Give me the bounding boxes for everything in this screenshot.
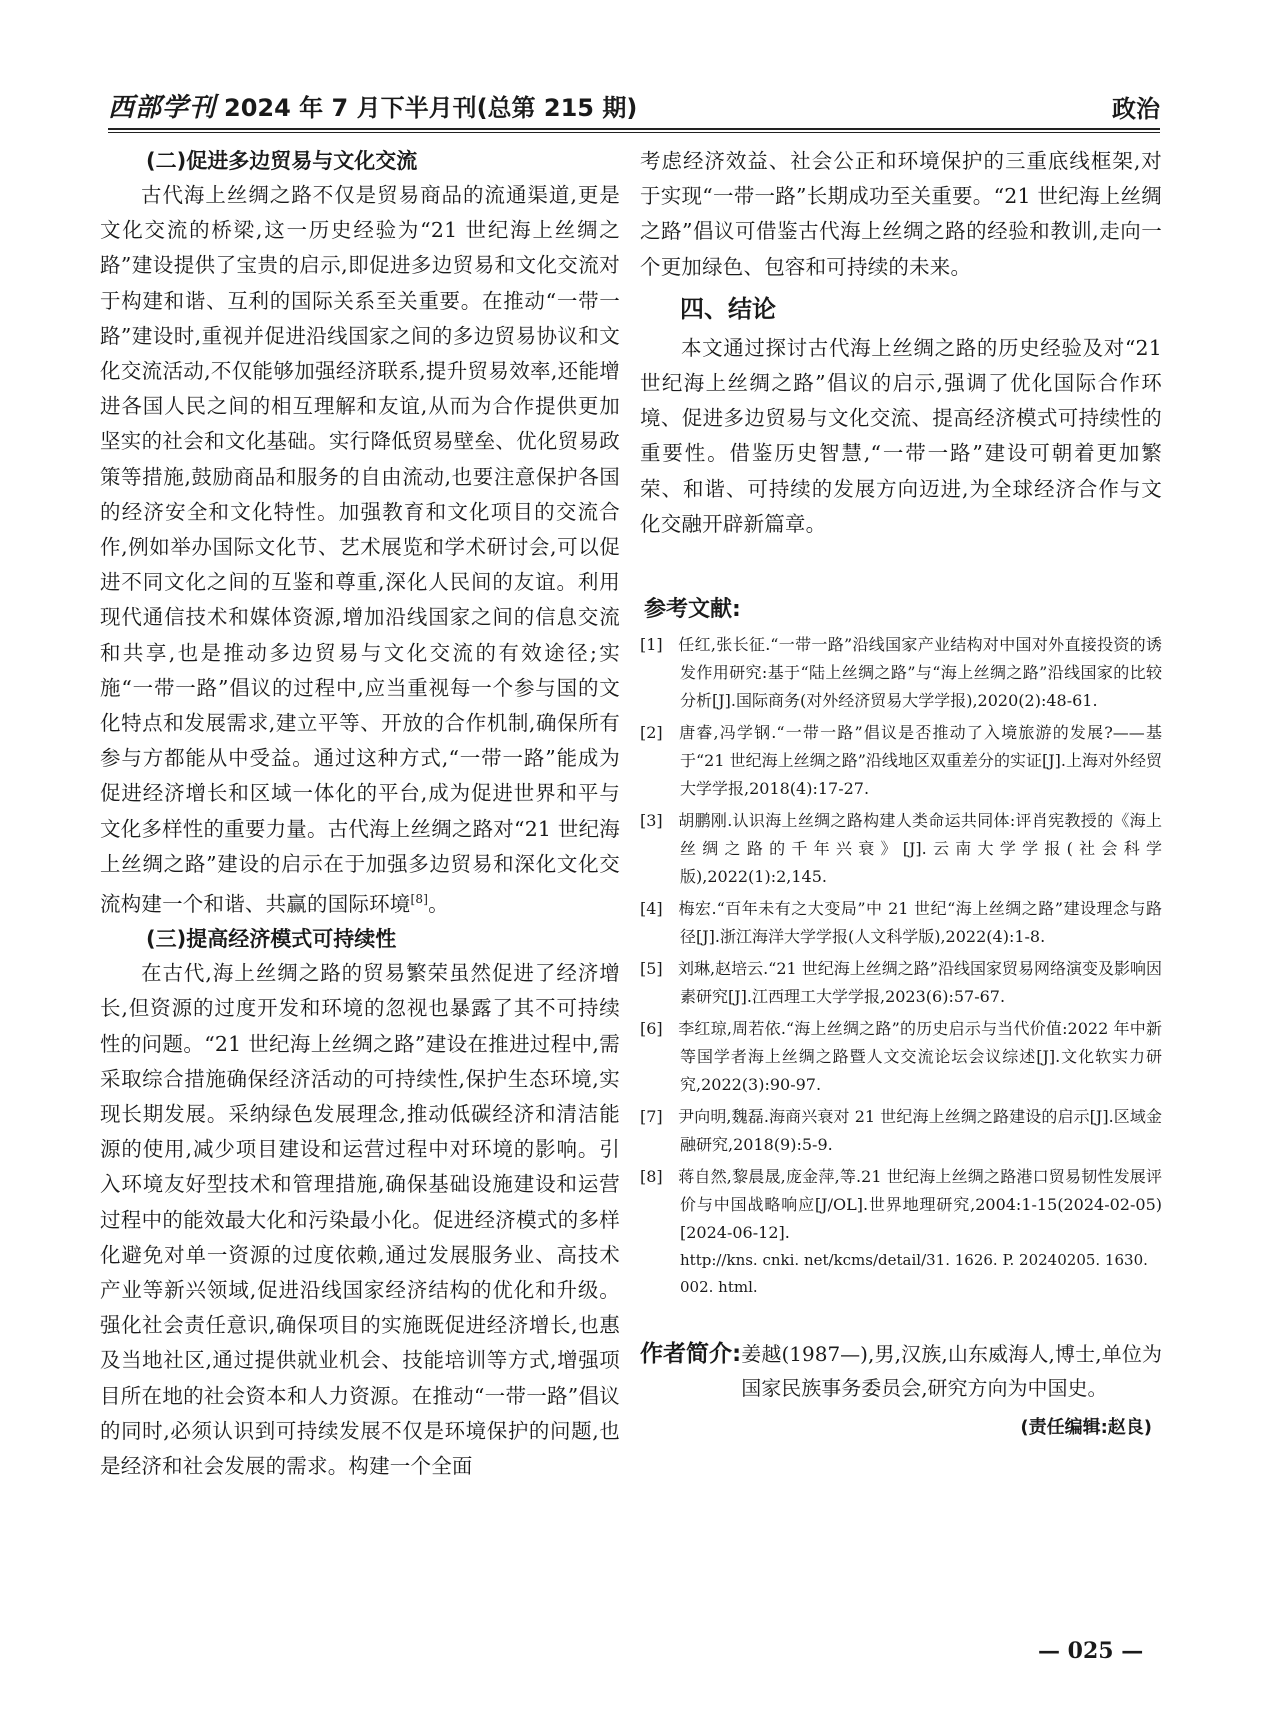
reference-text: 李红琼,周若依.“海上丝绸之路”的历史启示与当代价值:2022 年中新等国学者海上丝绸之路暨人文交流论坛会议综述[J].文化软实力研究,2022(3):90-97. xyxy=(678,1019,1162,1095)
subsection-3-heading: (三)提高经济模式可持续性 xyxy=(146,927,397,952)
reference-item xyxy=(640,955,1162,1011)
continued-text: 考虑经济效益、社会公正和环境保护的三重底线框架,对于实现“一带一路”长期成功至关重要。“21 世纪海上丝绸之路”倡议可借鉴古代海上丝绸之路的经验和教训,走向一个更加绿色、包容和可持续的未来。 xyxy=(640,149,1162,279)
author-bio-text: 姜越(1987—),男,汉族,山东威海人,博士,单位为国家民族事务委员会,研究方向为中国史。 xyxy=(741,1342,1162,1401)
reference-item xyxy=(640,1103,1162,1159)
section-name: 政治 xyxy=(1112,95,1160,123)
reference-text: 蒋自然,黎晨晟,庞金萍,等.21 世纪海上丝绸之路港口贸易韧性发展评价与中国战略响应[J/OL].世界地理研究,2004:1-15(2024-02-05)[2024-06-12]. xyxy=(678,1167,1162,1243)
reference-text: 任红,张长征.“一带一路”沿线国家产业结构对中国对外直接投资的诱发作用研究:基于“陆上丝绸之路”与“海上丝绸之路”沿线国家的比较分析[J].国际商务(对外经济贸易大学学报),2020(2):48-61. xyxy=(678,635,1162,711)
references-list xyxy=(640,631,1162,1301)
reference-text: 刘琳,赵培云.“21 世纪海上丝绸之路”沿线国家贸易网络演变及影响因素研究[J].江西理工大学学报,2023(6):57-67. xyxy=(678,959,1162,1007)
reference-item xyxy=(640,807,1162,891)
reference-number: [2] xyxy=(640,723,663,743)
reference-text: 胡鹏刚.认识海上丝绸之路构建人类命运共同体:评肖宪教授的《海上丝绸之路的千年兴衰》[J].云南大学学报(社会科学版),2022(1):2,145. xyxy=(678,811,1162,887)
reference-item xyxy=(640,895,1162,951)
reference-number: [1] xyxy=(640,635,663,655)
conclusion-heading: 四、结论 xyxy=(680,294,776,323)
author-bio xyxy=(640,1337,1162,1405)
reference-number: [8] xyxy=(640,1167,663,1187)
subsection-3-body: 在古代,海上丝绸之路的贸易繁荣虽然促进了经济增长,但资源的过度开发和环境的忽视也暴露了其不可持续性的问题。“21 世纪海上丝绸之路”建设在推进过程中,需采取综合措施确保经济活动的可持续性,保护生态环境,实现长期发展。采纳绿色发展理念,推动低碳经济和清洁能源的使用,减少项目建设和运营过程中对环境的影响。引入环境友好型技术和管理措施,确保基础设施建设和运营过程中的能效最大化和污染最小化。促进经济模式的多样化避免对单一资源的过度依赖,通过发展服务业、高技术产业等新兴领域,促进沿线国家经济结构的优化和升级。强化社会责任意识,确保项目的实施既促进经济增长,也惠及当地社区,通过提供就业机会、技能培训等方式,增强项目所在地的社会资本和人力资源。在推动“一带一路”倡议的同时,必须认识到可持续发展不仅是环境保护的问题,也是经济和社会发展的需求。构建一个全面 xyxy=(100,961,620,1478)
reference-number: [5] xyxy=(640,959,663,979)
reference-text: 梅宏.“百年未有之大变局”中 21 世纪“海上丝绸之路”建设理念与路径[J].浙江海洋大学学报(人文科学版),2022(4):1-8. xyxy=(678,899,1162,947)
reference-item xyxy=(640,1015,1162,1099)
citation-8: [8] xyxy=(410,892,429,907)
reference-number: [6] xyxy=(640,1019,663,1039)
reference-item xyxy=(640,631,1162,715)
references-title: 参考文献: xyxy=(644,597,741,623)
left-column xyxy=(100,144,620,1484)
subsection-2-text: 古代海上丝绸之路不仅是贸易商品的流通渠道,更是文化交流的桥梁,这一历史经验为“21 世纪海上丝绸之路”建设提供了宝贵的启示,即促进多边贸易和文化交流对于构建和谐、互利的国际关系至关重要。在推动“一带一路”建设时,重视并促进沿线国家之间的多边贸易协议和文化交流活动,不仅能够加强经济联系,提升贸易效率,还能增进各国人民之间的相互理解和友谊,从而为合作提供更加坚实的社会和文化基础。实行降低贸易壁垒、优化贸易政策等措施,鼓励商品和服务的自由流动,也要注意保护各国的经济安全和文化特性。加强教育和文化项目的交流合作,例如举办国际文化节、艺术展览和学术研讨会,可以促进不同文化之间的互鉴和尊重,深化人民间的友谊。利用现代通信技术和媒体资源,增加沿线国家之间的信息交流和共享,也是推动多边贸易与文化交流的有效途径;实施“一带一路”倡议的过程中,应当重视每一个参与国的文化特点和发展需求,建立平等、开放的合作机制,确保所有参与方都能从中受益。通过这种方式,“一带一路”能成为促进经济增长和区域一体化的平台,成为促进世界和平与文化多样性的重要力量。古代海上丝绸之路对“21 世纪海上丝绸之路”建设的启示在于加强多边贸易和深化文化交流构建一个和谐、共赢的国际环境 xyxy=(100,183,620,916)
reference-text: 唐睿,冯学钢.“一带一路”倡议是否推动了入境旅游的发展?——基于“21 世纪海上丝绸之路”沿线地区双重差分的实证[J].上海对外经贸大学学报,2018(4):17-27. xyxy=(678,723,1162,799)
subsection-2-end: 。 xyxy=(428,891,449,916)
reference-url: http://kns. cnki. net/kcms/detail/31. 1626. P. 20240205. 1630. 002. html. xyxy=(680,1251,1148,1297)
issue-info: 2024 年 7 月下半月刊(总第 215 期) xyxy=(224,94,638,122)
reference-number: [3] xyxy=(640,811,663,831)
reference-item xyxy=(640,719,1162,803)
journal-logo: 西部学刊 xyxy=(108,93,217,123)
header-left xyxy=(108,87,637,124)
author-bio-label: 作者简介: xyxy=(640,1341,742,1368)
subsection-2-heading: (二)促进多边贸易与文化交流 xyxy=(146,149,418,173)
reference-text: 尹向明,魏磊.海商兴衰对 21 世纪海上丝绸之路建设的启示[J].区域金融研究,2018(9):5-9. xyxy=(678,1107,1162,1155)
right-column xyxy=(640,144,1162,1439)
responsible-editor: (责任编辑:赵良) xyxy=(1020,1417,1152,1439)
header-rule xyxy=(108,128,1160,133)
conclusion-body: 本文通过探讨古代海上丝绸之路的历史经验及对“21 世纪海上丝绸之路”倡议的启示,强调了优化国际合作环境、促进多边贸易与文化交流、提高经济模式可持续性的重要性。借鉴历史智慧,“一带一路”建设可朝着更加繁荣、和谐、可持续的发展方向迈进,为全球经济合作与文化交融开辟新篇章。 xyxy=(640,335,1162,536)
reference-number: [4] xyxy=(640,899,663,919)
page-number: — 025 — xyxy=(1038,1638,1144,1664)
reference-number: [7] xyxy=(640,1107,663,1127)
reference-item xyxy=(640,1163,1162,1247)
subsection-2-body xyxy=(100,178,620,922)
running-header xyxy=(108,84,1160,124)
